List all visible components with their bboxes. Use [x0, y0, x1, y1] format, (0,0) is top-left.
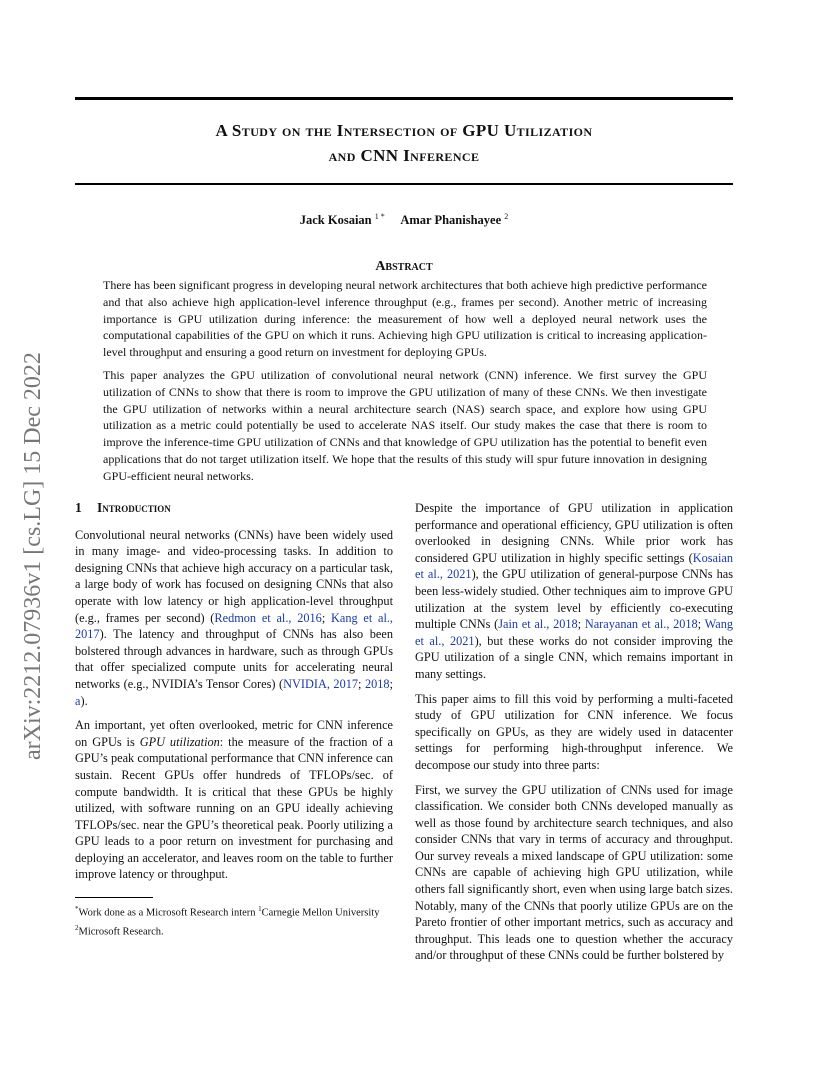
citation-link[interactable]: NVIDIA, 2017 [283, 676, 359, 691]
citation-link[interactable]: Kosaian et al., 2021 [415, 550, 733, 582]
body-paragraph: An important, yet often overlooked, metric for CNN inference on GPUs is GPU utilization: the measure of the fraction of a GPU’s peak computational performance that CNN inference can sustain. Recent GPUs offer hundreds of TFLOPs/sec. of compute bandwidth. It is critical that these GPUs be highly utilized, with software running on an GPU ideally achieving TFLOPs/sec. near the GPU’s theoretical peak. Poorly utilizing a GPU leads to a poor return on investment for purchasing and deploying an accelerator, and leaves room on the table to further improve latency or throughput. [75, 718, 393, 882]
footnote-rule [75, 897, 153, 898]
citation-link[interactable]: Narayanan et al., 2018 [584, 617, 698, 632]
citation-link[interactable]: Wang et al., 2021 [415, 617, 733, 648]
title-line-1: A Study on the Intersection of GPU Utilization [215, 121, 593, 140]
author-name: Jack Kosaian [299, 213, 372, 228]
citation-link[interactable]: Redmon et al., 2016 [214, 610, 322, 625]
body-paragraph: Convolutional neural networks (CNNs) have been widely used in many image- and video-processing tasks. In addition to designing CNNs that achieve high accuracy on a particular task, a large body of work has focused on designing CNNs that also operate with low latency or high application-level throughput (e.g., frames per second) (Redmon et al., 2016; Kang et al., 2017). The latency and throughput of CNNs has also been bolstered through advances in hardware, such as through GPUs that offer specialized compute units for accelerating neural networks (e.g., NVIDIA’s Tensor Cores) (NVIDIA, 2017; 2018; a). [75, 527, 394, 708]
left-column [75, 500, 393, 891]
citation-link[interactable]: 2018 [364, 676, 390, 691]
arxiv-identifier: arXiv:2212.07936v1 [cs.LG] 15 Dec 2022 [20, 352, 46, 760]
author-affiliation-marks: 1 * [374, 212, 385, 221]
paper-title [75, 118, 733, 168]
section-title: Introduction [97, 500, 171, 515]
author-list [75, 212, 733, 228]
citation-link[interactable]: Kang et al., 2017 [75, 610, 394, 642]
title-bottom-rule [75, 183, 733, 185]
footnote: *Work done as a Microsoft Research intern $^1$Carnegie Mellon University $^2$Microsoft Research. [75, 905, 380, 937]
author-affiliation-marks: 2 [504, 212, 509, 221]
abstract [103, 277, 707, 491]
body-paragraph: Despite the importance of GPU utilization in application performance and operational efficiency, GPU utilization is often overlooked in designing CNNs. While prior work has considered GPU utilization in highly specific settings (Kosaian et al., 2021), the GPU utilization of general-purpose CNNs has been less-widely studied. Other techniques aim to improve GPU utilization at the system level by efficiently co-executing multiple CNNs (Jain et al., 2018; Narayanan et al., 2018; Wang et al., 2021), but these works do not consider improving the GPU utilization of a single CNN, which remains important in many settings. [415, 501, 734, 681]
body-paragraph: This paper aims to fill this void by performing a multi-faceted study of GPU utilization for CNN inference. We focus specifically on GPUs, as they are widely used in datacenter settings for performing high-throughput inference. We decompose our study into three parts: [415, 691, 733, 772]
citation-link[interactable]: a [75, 693, 81, 708]
body-paragraph: First, we survey the GPU utilization of CNNs used for image classification. We consider both CNNs developed manually as well as those found by architecture search techniques, and also consider CNNs that vary in terms of accuracy and throughput. Our survey reveals a mixed landscape of GPU utilization: some CNNs are capable of achieving high GPU utilization, while others fall significantly short, even when using large batch sizes. Notably, many of the CNNs that poorly utilize GPUs are on the Pareto frontier of other important metrics, such as accuracy and throughput. This leads one to question whether the accuracy and/or throughput of these CNNs could be further bolstered by [415, 782, 733, 963]
emphasized-term: GPU utilization [139, 734, 220, 749]
title-line-2: and CNN Inference [328, 146, 480, 165]
abstract-heading: Abstract [375, 259, 433, 274]
right-column [415, 500, 733, 972]
section-number: 1 [75, 500, 82, 515]
abstract-paragraph: There has been significant progress in developing neural network architectures that both achieve high predictive performance and that also achieve high application-level inference throughput (e.g., frames per second). Another metric of increasing importance is GPU utilization during inference: the measurement of how well a deployed neural network uses the computational capabilities of the GPU on which it runs. Achieving high GPU utilization is critical to increasing application-level throughput and ensuring a good return on investment for deploying GPUs. [103, 278, 707, 360]
citation-link[interactable]: Jain et al., 2018 [498, 617, 578, 632]
abstract-paragraph: This paper analyzes the GPU utilization of convolutional neural network (CNN) inference. We first survey the GPU utilization of CNNs to show that there is room to improve the GPU utilization of many of these CNNs. We then investigate the GPU utilization of networks within a neural architecture search (NAS) search space, and explore how using GPU utilization as a metric could potentially be used to accelerate NAS itself. Our study makes the case that there is room to improve the inference-time GPU utilization of CNNs and that knowledge of GPU utilization has the potential to benefit even applications that do not target utilization itself. We hope that the results of this study will spur future innovation in designing GPU-efficient neural networks. [103, 367, 707, 483]
title-top-rule [75, 97, 733, 100]
section-heading [75, 500, 393, 517]
author-name: Amar Phanishayee [400, 213, 502, 228]
